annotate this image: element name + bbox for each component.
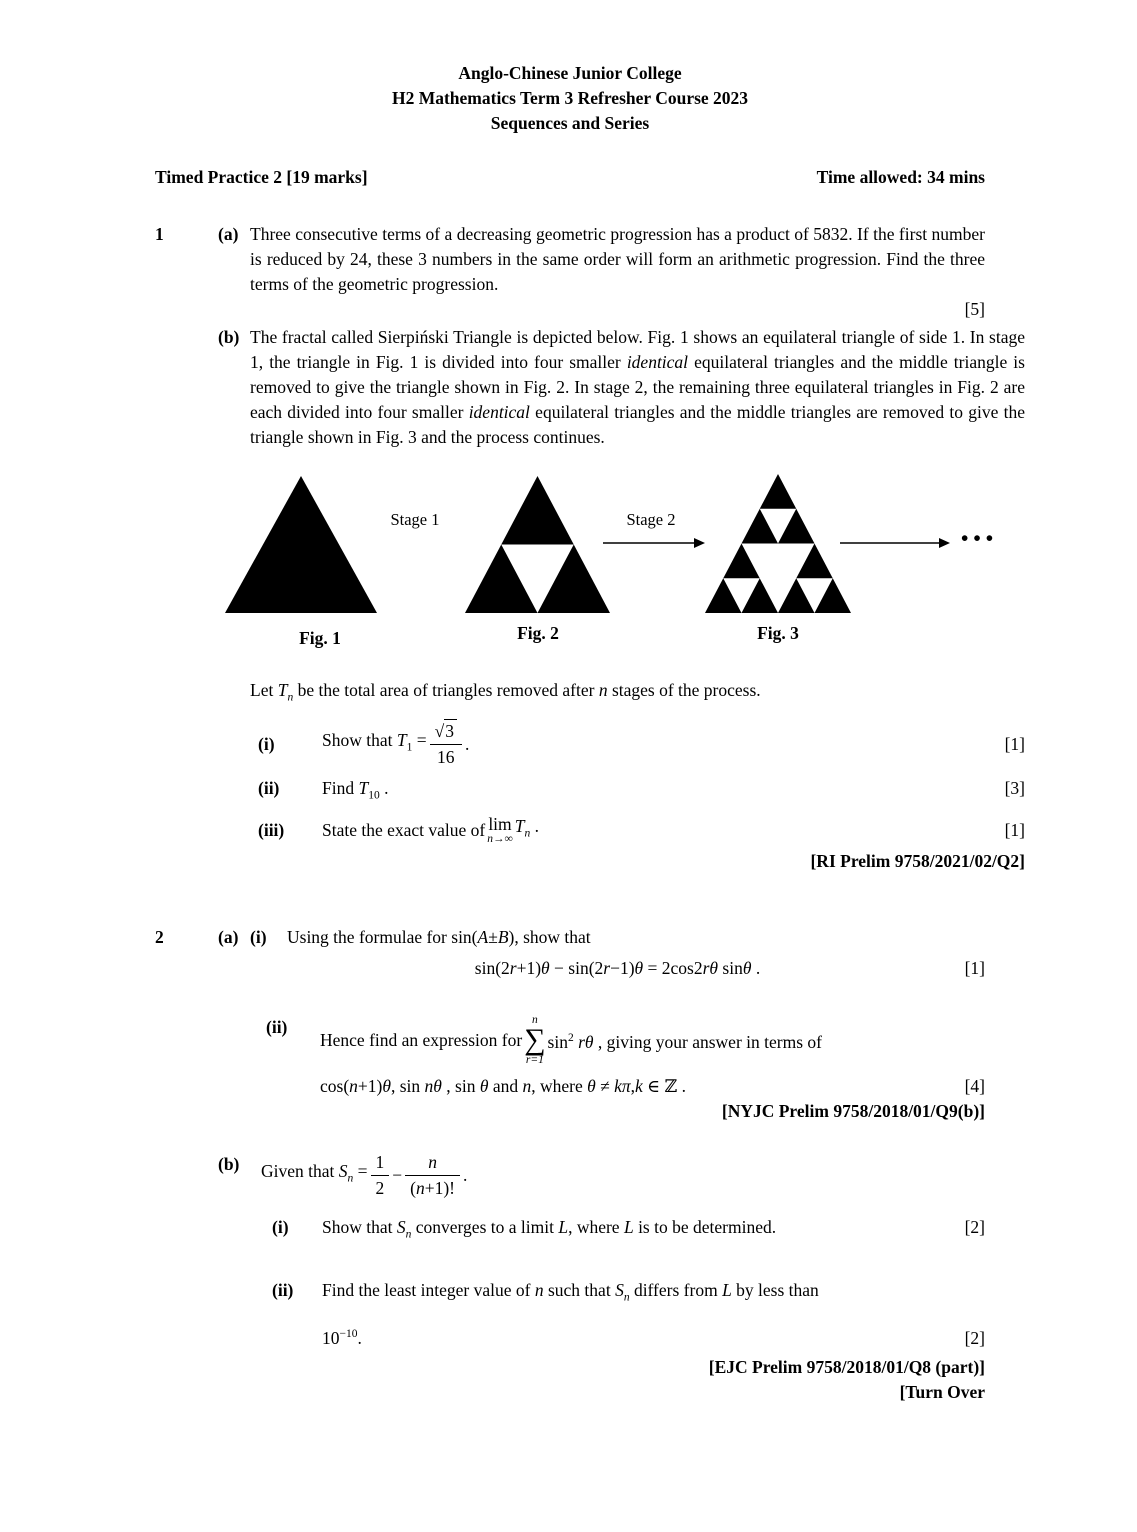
meta-row [155,165,985,190]
converges-formula: Show that $S_n$ converges to a limit L, where L is to be determined. [322,1217,777,1241]
ten-exponent: −10 [339,1328,358,1340]
fraction-numerator: n [405,1152,460,1176]
part-1bii-text [322,776,1005,809]
stage2-label: Stage 2 [626,510,676,529]
question-1b-text [250,325,1025,450]
fraction-denominator: (n+1)! [410,1178,455,1198]
part-2ai-text [287,925,985,950]
limit-notation [487,815,512,845]
sin-squared-formula: $\sin^2 r\theta$ , giving your answer in terms of [547,1031,822,1052]
document-header [155,61,985,136]
sum-lower-limit: r=1 [525,1053,544,1066]
period: . [464,733,470,754]
fraction-denominator: 16 [437,746,455,767]
ten-base: 10 [322,1328,340,1348]
continuation-arrow-icon [840,536,950,550]
part-2aii-label: (ii) [266,1016,288,1037]
terms-formula: cos(n+1)θ, sin nθ , sin θ and n, where θ ≠ kπ,k ∈ ℤ . [320,1076,687,1096]
question-1a-body [250,222,985,322]
marks-2bii: [2] [964,1328,985,1348]
part-2bi-label: (i) [272,1217,289,1237]
stage1-label: Stage 1 [390,510,440,529]
marks-1biii: [1] [1004,819,1025,840]
summation-notation [524,1015,545,1067]
question-1b-body [250,325,1025,874]
question-2a-ii [250,1015,985,1100]
stage2-arrow-icon [603,536,705,550]
least-integer-line [322,1278,985,1311]
given-sn-line [261,1152,985,1199]
marks-2ai: [1] [964,957,985,978]
marks-1bii: [3] [1004,777,1025,798]
lim-subscript: n→∞ [487,833,513,846]
marks-1bi: [1] [1004,733,1025,754]
question-2b-i [250,1215,985,1248]
turn-over-note: [Turn Over [899,1382,985,1402]
question-1b-intro [250,678,1025,711]
part-2bii-label: (ii) [272,1279,294,1300]
part-1biii-text [322,814,1005,847]
fraction-numerator [430,721,462,745]
ten-power-line [322,1322,985,1351]
radical-sign: √ [434,720,445,741]
one-half-fraction [371,1152,390,1199]
fig2-sierpinski-stage1-image [465,476,610,613]
period: . [357,1328,362,1348]
state-exact-value-formula: State the exact value of [322,819,486,840]
text-segment-italic: identical [468,402,530,422]
text-segment-italic: identical [626,352,689,372]
sqrt3-over-16-fraction [430,721,462,768]
citation-ejc-prelim: [EJC Prelim 9758/2018/01/Q8 (part)] [708,1357,985,1377]
question-2b [155,1152,985,1405]
sierpinski-figure-row [225,464,1025,654]
sum-expression-line [320,1015,985,1067]
minus-sign: − [392,1165,403,1185]
question-2a-i [250,925,985,950]
text-segment: equilateral triangles and the middle triangle is removed to give the triangle shown in Fig. 2. In stage 2, the remaining three equilateral triangles in Fig. 2 are each divided into four smaller [250,352,1025,422]
text-segment: equilateral triangles and the middle triangles are removed to give the triangle shown in Fig. 3 and the process continues. [250,402,1025,447]
question-1b-iii [250,814,1025,847]
part-2a-label: (a) [218,926,239,947]
marks-2aii: [4] [964,1076,985,1096]
part-1a-label: (a) [218,224,239,244]
fig3-caption: Fig. 3 [757,623,799,643]
period: . [463,1165,468,1185]
hence-find-formula: Hence find an expression for [320,1029,523,1050]
find-t10-formula: Find $T_{10}$ . [322,777,389,801]
question-2b-body [250,1152,985,1405]
question-1-number: 1 [155,224,164,244]
question-2b-ii [250,1278,985,1352]
part-1b-label: (b) [218,327,240,347]
question-1a-text: Three consecutive terms of a decreasing geometric progression has a product of 5832. If the first number is reduced by 24, these 3 numbers in the same order will form an arithmetic progression. Find the three terms of the geometric progression. [250,224,985,294]
in-terms-of-line [320,1074,985,1099]
time-allowed: Time allowed: 34 mins [816,167,985,187]
practice-title: Timed Practice 2 [19 marks] [155,167,368,187]
fraction-denominator: 2 [375,1178,385,1198]
ellipsis-dots: ••• [961,526,999,550]
radicand: 3 [444,719,457,741]
header-topic: Sequences and Series [490,113,650,133]
question-2b-number-spacer [155,1152,218,1405]
intro-formula: Let $T_n$ be the total area of triangles removed after n stages of the process. [250,680,761,704]
least-integer-formula: Find the least integer value of n such that $S_n$ differs from L by less than [322,1279,819,1303]
part-2aii-content [320,1015,985,1100]
fig1-solid-triangle-image [225,476,377,613]
identity-equation: sin(2r+1)θ − sin(2r−1)θ = 2cos2rθ sinθ . [474,957,761,978]
sum-upper-limit: n [531,1013,538,1026]
using-formulae-formula: Using the formulae for sin(A±B), show that [287,926,591,947]
fig2-caption: Fig. 2 [517,623,559,643]
sigma-symbol: ∑ [524,1023,546,1056]
question-2-number: 2 [155,926,164,947]
question-2a [155,925,985,1125]
fig3-sierpinski-stage2-image [705,474,851,613]
question-1a [155,222,985,322]
citation-ri-prelim: [RI Prelim 9758/2021/02/Q2] [810,850,1025,871]
part-1bi-text [322,721,1005,768]
part-1bi-label: (i) [258,733,275,754]
tn-formula: $T_n$ . [514,816,539,840]
lim-word: lim [488,814,512,835]
question-2a-body [250,925,985,1125]
show-that-formula: Show that $T_1$ = [322,729,427,754]
fraction-numerator: 1 [371,1152,390,1176]
part-2ai-label: (i) [250,926,267,947]
question-1b [155,325,1025,874]
marks-2bi: [2] [964,1217,985,1237]
question-1b-i [250,721,1025,768]
identity-equation-line [250,956,985,981]
part-2b-label: (b) [218,1154,240,1174]
fig1-caption: Fig. 1 [299,628,341,648]
header-college: Anglo-Chinese Junior College [458,63,682,83]
question-1b-number-spacer [155,325,218,874]
marks-1a: [5] [964,299,985,319]
part-1biii-label: (iii) [258,819,285,840]
n-over-factorial-fraction [405,1152,460,1199]
header-course: H2 Mathematics Term 3 Refresher Course 2023 [391,88,749,108]
text-segment: The fractal called Sierpiński Triangle is depicted below. Fig. 1 shows an equilateral triangle of side 1. In stage 1, the triangle in Fig. 1 is divided into four smaller [250,327,1025,372]
question-1b-ii [250,776,1025,809]
given-that-formula: Given that $S_n$ = [261,1161,368,1185]
part-2bi-text [322,1215,965,1248]
citation-nyjc-prelim: [NYJC Prelim 9758/2018/01/Q9(b)] [721,1101,985,1121]
part-1bii-label: (ii) [258,777,280,798]
part-2bii-content [322,1278,985,1352]
